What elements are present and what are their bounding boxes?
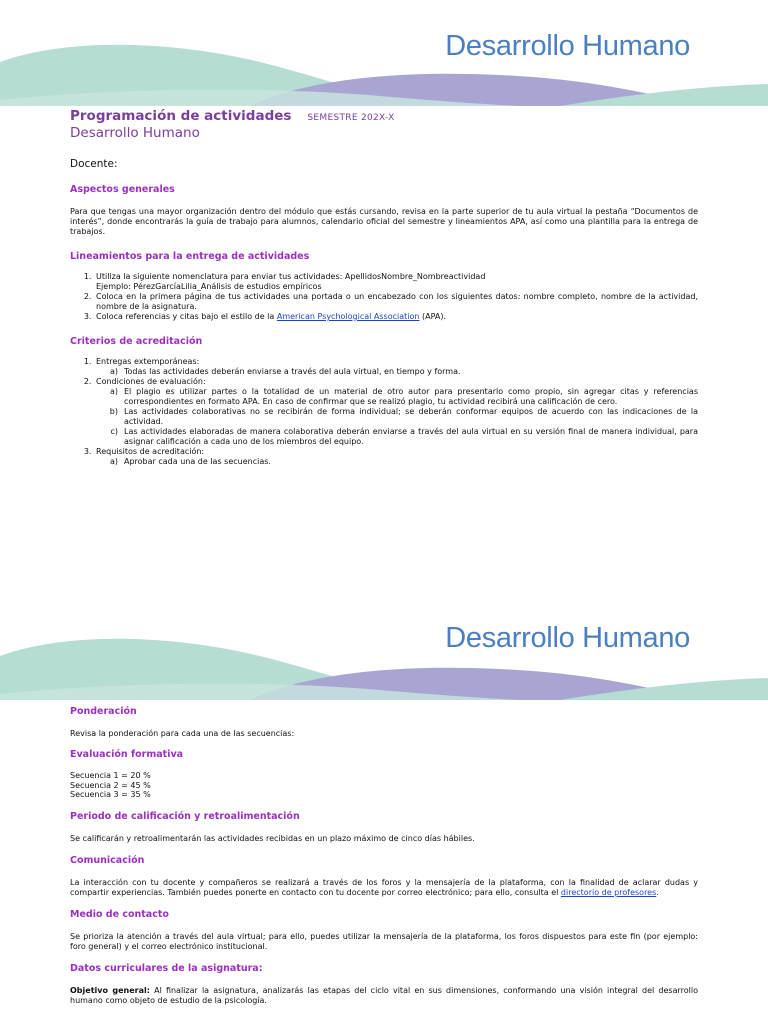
sub-list xyxy=(96,457,698,467)
sub-list-item xyxy=(96,387,698,407)
section-heading-datos: Datos curriculares de la asignatura: xyxy=(70,962,263,974)
section-heading-periodo: Periodo de calificación y retroalimentación xyxy=(70,810,300,822)
ponderacion-text: Revisa la ponderación para cada una de las secuencias: xyxy=(70,729,295,738)
list-item-text: (APA). xyxy=(419,312,447,321)
sub-list-item xyxy=(96,427,698,447)
sub-list-marker: a) xyxy=(109,457,118,466)
list-item xyxy=(94,272,698,292)
sub-list-text: El plagio es utilizar partes o la totalidad de un material de otro autor para presentarlo como propio, sin agregar citas y referencias correspondientes en formato APA. En caso de confirmar que se realizó plagio, tu actividad recibirá una calificación de cero. xyxy=(124,387,698,406)
comunicacion-text-main: La interacción con tu docente y compañeros se realizará a través de los foros y la mensajería de la plataforma, con la finalidad de aclarar dudas y compartir experiencias. También puedes ponerte en contacto con tu docente por correo electrónico; para ello, consulta el xyxy=(70,877,698,897)
objetivo-lead: Objetivo general: xyxy=(70,985,150,995)
header-banner xyxy=(0,0,768,106)
lineamientos-list xyxy=(70,272,698,322)
list-item-text: Coloca referencias y citas bajo el estilo de la xyxy=(96,312,277,321)
medio-text: Se prioriza la atención a través del aula virtual; para ello, puedes utilizar la mensajería de la plataforma, los foros dispuestos para este fin (por ejemplo: foro general) y el correo electrónico institucional. xyxy=(70,931,698,951)
list-item-text: Coloca en la primera página de tus actividades una portada o un encabezado con los siguientes datos: nombre completo, nombre de la actividad, nombre de la asignatura. xyxy=(96,292,698,311)
sub-list-text: Las actividades colaborativas no se recibirán de forma individual; se deberán conformar equipos de acuerdo con las indicaciones de la actividad. xyxy=(124,407,698,426)
section-heading-criterios: Criterios de acreditación xyxy=(70,336,203,347)
sub-list-item xyxy=(96,367,698,377)
list-item-text: 1. Utiliza la siguiente nomenclatura para enviar tus actividades: ApellidosNombre_Nombreactividad xyxy=(96,272,486,281)
list-item xyxy=(94,292,698,312)
sequence-3: Secuencia 3 = 35 % xyxy=(70,790,151,799)
list-item-example: Ejemplo: PérezGarcíaLilia_Análisis de estudios empíricos xyxy=(96,282,322,291)
comunicacion-text xyxy=(70,878,698,898)
sequence-list xyxy=(70,771,698,800)
header-banner xyxy=(0,590,768,700)
page-1-content xyxy=(70,106,698,467)
sub-list-marker: c) xyxy=(110,427,118,436)
brand-title: Desarrollo Humano xyxy=(445,30,690,62)
objetivo-body: Al finalizar la asignatura, analizarás las etapas del ciclo vital en sus dimensiones, conformando una visión integral del desarrollo humano como objeto de estudio de la psicología. xyxy=(70,985,698,1005)
document-page-2 xyxy=(0,590,768,1024)
apa-link[interactable]: American Psychological Association xyxy=(276,312,420,321)
comunicacion-text-end: . xyxy=(656,887,659,897)
list-item xyxy=(94,447,698,467)
list-item-text: Entregas extemporáneas: xyxy=(96,357,200,366)
sub-list xyxy=(96,367,698,377)
objetivo-text xyxy=(70,986,698,1006)
sub-list-item xyxy=(96,457,698,467)
sub-list-item xyxy=(96,407,698,427)
sequence-1: Secuencia 1 = 20 % xyxy=(70,771,151,780)
list-item-text: Condiciones de evaluación: xyxy=(96,377,206,386)
subject-title: Desarrollo Humano xyxy=(70,125,200,141)
semester-label: SEMESTRE 202X-X xyxy=(307,113,395,123)
section-heading-medio: Medio de contacto xyxy=(70,908,169,920)
page-2-content xyxy=(70,706,698,1006)
criterios-list xyxy=(70,357,698,467)
sub-list xyxy=(96,387,698,447)
sub-list-text: Las actividades elaboradas de manera colaborativa deberán enviarse a través del aula virtual en su versión final de manera individual, para asignar calificación a cada uno de los miembros del equipo. xyxy=(124,427,698,446)
sub-list-text: Aprobar cada una de las secuencias. xyxy=(124,457,271,466)
periodo-text: Se calificarán y retroalimentarán las actividades recibidas en un plazo máximo de cinco días hábiles. xyxy=(70,833,475,843)
sub-list-marker: a) xyxy=(109,367,118,376)
section-heading-ponderacion: Ponderación xyxy=(70,706,137,717)
sub-list-text: Todas las actividades deberán enviarse a través del aula virtual, en tiempo y forma. xyxy=(124,367,461,376)
section-heading-aspectos: Aspectos generales xyxy=(70,184,175,195)
directorio-link[interactable]: directorio de profesores xyxy=(560,887,657,897)
list-item-text: Requisitos de acreditación: xyxy=(96,447,205,456)
brand-title: Desarrollo Humano xyxy=(445,622,690,654)
sub-list-marker: b) xyxy=(109,407,118,416)
section-heading-lineamientos: Lineamientos para la entrega de actividades xyxy=(70,251,310,262)
sub-list-marker: a) xyxy=(109,387,118,396)
section-heading-comunicacion: Comunicación xyxy=(70,854,145,866)
list-item xyxy=(94,357,698,377)
title-row xyxy=(70,108,698,124)
aspectos-text: Para que tengas una mayor organización dentro del módulo que estás cursando, revisa en la parte superior de tu aula virtual la pestaña “Documentos de interés”, donde encontrarás la guía de trabajo para alumnos, calendario oficial del semestre y lineamientos APA, así como una plantilla para la entrega de trabajos. xyxy=(70,207,698,236)
sequence-2: Secuencia 2 = 45 % xyxy=(70,780,151,790)
docente-label: Docente: xyxy=(70,158,118,170)
list-item xyxy=(94,312,698,322)
list-item xyxy=(94,377,698,447)
page-title: Programación de actividades xyxy=(70,108,292,124)
section-heading-evaluacion: Evaluación formativa xyxy=(70,749,184,760)
